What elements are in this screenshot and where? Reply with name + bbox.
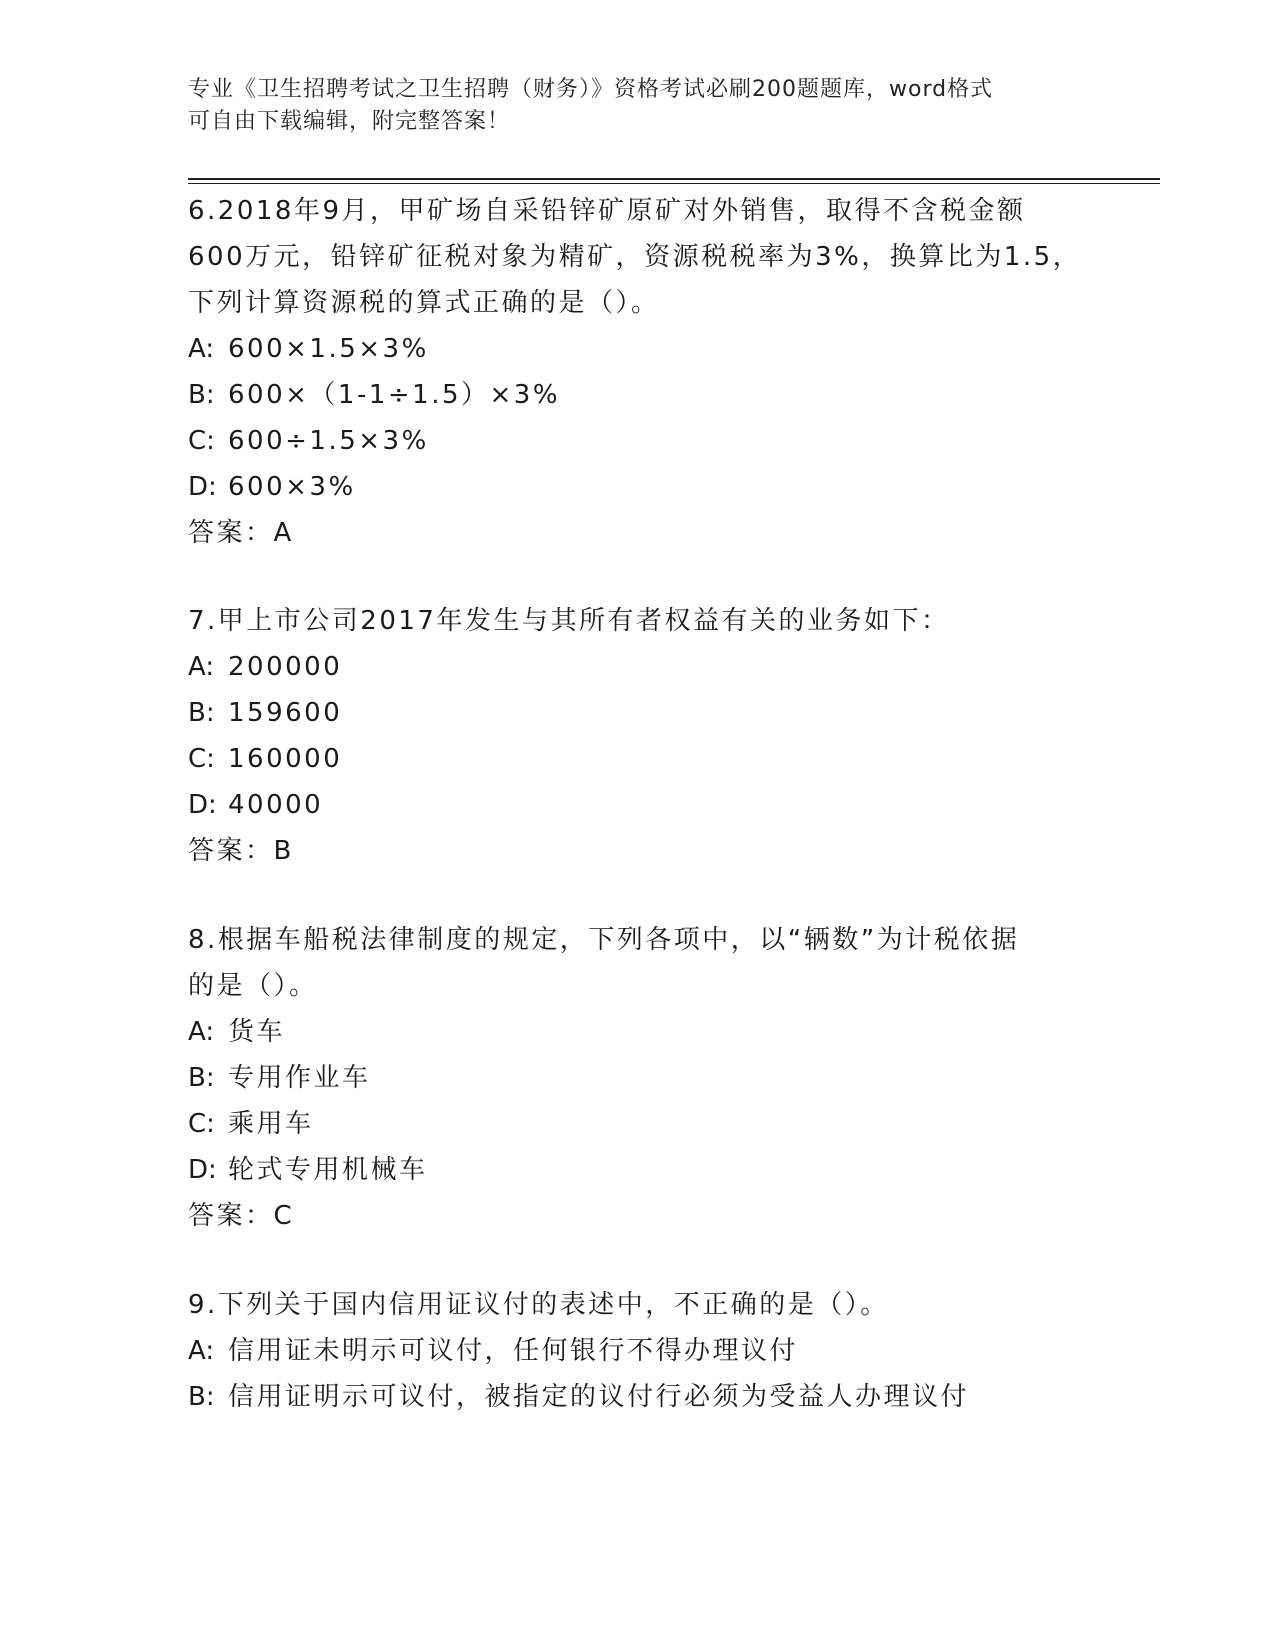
header-title-line-1: 专业《卫生招聘考试之卫生招聘（财务）》资格考试必刷200题题库，word格式	[188, 77, 994, 102]
header-title-line-2: 可自由下载编辑，附完整答案！	[188, 109, 511, 134]
question-7	[188, 598, 1088, 874]
option-b: B: 159600	[188, 698, 343, 728]
option-d: D: 40000	[188, 790, 324, 820]
question-stem-line: 9.下列关于国内信用证议付的表述中，不正确的是（）。	[188, 1290, 889, 1320]
option-a: A: 200000	[188, 652, 343, 682]
question-stem-line: 8.根据车船税法律制度的规定，下列各项中，以“辆数”为计税依据	[188, 925, 1020, 955]
document-header	[188, 74, 1068, 138]
option-c: C: 乘用车	[188, 1109, 314, 1139]
option-c: C: 160000	[188, 744, 343, 774]
header-divider-thick	[188, 178, 1160, 180]
option-c: C: 600÷1.5×3%	[188, 426, 429, 456]
question-9	[188, 1282, 1088, 1420]
option-b: B: 信用证明示可议付，被指定的议付行必须为受益人办理议付	[188, 1382, 970, 1412]
answer: 答案：C	[188, 1201, 295, 1231]
option-b: B: 专用作业车	[188, 1063, 371, 1093]
question-stem-line: 下列计算资源税的算式正确的是（）。	[188, 288, 660, 318]
question-6	[188, 188, 1088, 556]
option-a: A: 货车	[188, 1017, 286, 1047]
question-stem-line: 600万元，铅锌矿征税对象为精矿，资源税税率为3%，换算比为1.5，	[188, 242, 1082, 272]
option-d: D: 轮式专用机械车	[188, 1155, 428, 1185]
option-d: D: 600×3%	[188, 472, 356, 502]
option-a: A: 信用证未明示可议付，任何银行不得办理议付	[188, 1336, 799, 1366]
option-b: B: 600×（1-1÷1.5）×3%	[188, 380, 561, 410]
question-8	[188, 917, 1088, 1239]
answer: 答案：A	[188, 518, 294, 548]
question-stem-line: 6.2018年9月，甲矿场自采铅锌矿原矿对外销售，取得不含税金额	[188, 196, 1026, 226]
answer: 答案：B	[188, 836, 294, 866]
question-stem-line: 的是（）。	[188, 971, 318, 1001]
option-a: A: 600×1.5×3%	[188, 334, 429, 364]
header-divider-thin	[188, 183, 1160, 184]
question-stem-line: 7.甲上市公司2017年发生与其所有者权益有关的业务如下：	[188, 606, 950, 636]
